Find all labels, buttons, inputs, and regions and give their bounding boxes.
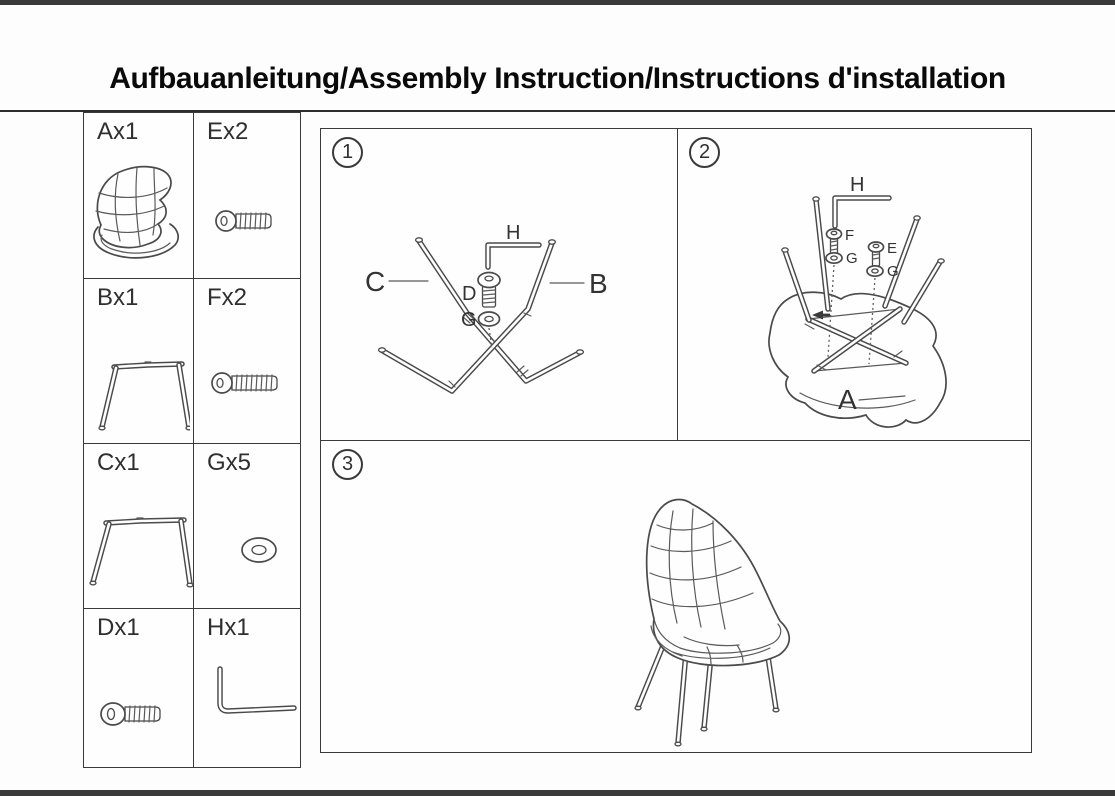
part-cell-c: [84, 444, 194, 609]
washer-icon: [230, 530, 288, 570]
step2-label-seat-a: A: [838, 384, 857, 415]
step1-label-hex-key: H: [506, 222, 521, 244]
part-label-g: Gx5: [207, 449, 252, 476]
part-cell-e: [194, 113, 300, 279]
part-label-b: Bx1: [97, 284, 139, 311]
step1-label-frame-b: B: [589, 268, 608, 299]
step-1-panel: [321, 129, 678, 441]
step-1-diagram: [321, 129, 678, 439]
step2-label-washer-g1: G: [846, 250, 858, 267]
step1-label-frame-c: C: [365, 266, 386, 297]
bottom-border-bar: [0, 790, 1115, 796]
part-cell-f: [194, 279, 300, 444]
part-cell-d: [84, 609, 194, 767]
part-label-c: Cx1: [97, 449, 140, 476]
part-label-a: Ax1: [97, 118, 139, 145]
part-cell-h: [194, 609, 300, 767]
part-label-d: Dx1: [97, 614, 140, 641]
step-3-number: 3: [332, 449, 363, 480]
part-label-h: Hx1: [207, 614, 250, 641]
step1-label-bolt-d: D: [462, 283, 477, 305]
step-2-diagram: [678, 129, 1030, 439]
part-cell-g: [194, 444, 300, 609]
hex-key-icon: [206, 663, 300, 725]
step-2-panel: [678, 129, 1030, 441]
bolt-icon: [206, 361, 302, 405]
bolt-icon: [210, 199, 298, 243]
step2-label-hex-key: H: [850, 174, 865, 196]
part-label-f: Fx2: [207, 284, 248, 311]
part-cell-a: [84, 113, 194, 279]
part-cell-b: [84, 279, 194, 444]
leg-frame-icon: [90, 357, 190, 435]
step-2-number: 2: [689, 137, 720, 168]
step1-label-washer-g: G: [461, 309, 477, 331]
parts-list-grid: [83, 112, 301, 768]
top-border-bar: [0, 0, 1115, 5]
step-3-diagram: [321, 441, 1030, 749]
step-1-number: 1: [332, 137, 363, 168]
bolt-icon: [96, 691, 188, 737]
leg-frame-icon: [88, 514, 194, 590]
seat-shell-icon: [87, 163, 191, 271]
assembly-steps: [320, 128, 1032, 753]
step-3-panel: [321, 441, 1030, 751]
step2-label-bolt-f: F: [845, 227, 855, 244]
step2-label-washer-g2: G: [887, 263, 899, 280]
part-label-e: Ex2: [207, 118, 249, 145]
page-title: Aufbauanleitung/Assembly Instruction/Instructions d'installation: [109, 62, 1006, 95]
step2-label-bolt-e: E: [887, 240, 898, 257]
